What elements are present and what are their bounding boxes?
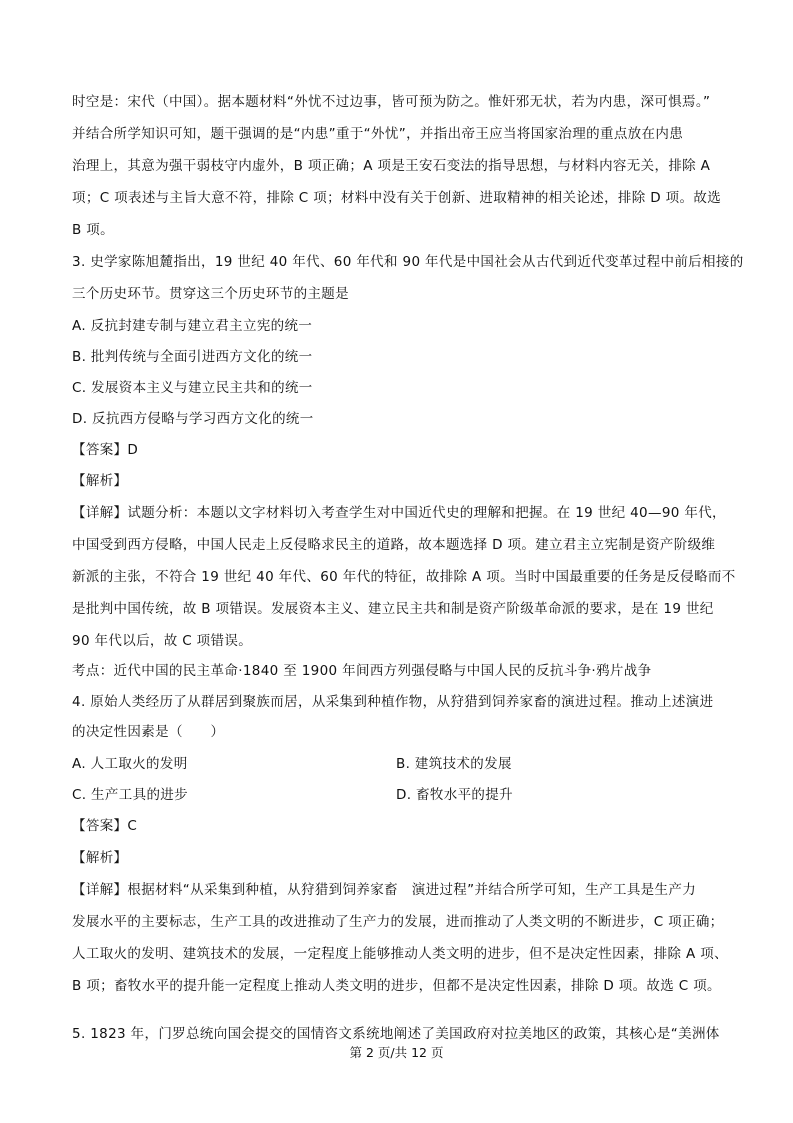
q3-detail-line: 【详解】试题分析：本题以文字材料切入考查学生对中国近代史的理解和把握。在 19 世纪 40—90 年代， [72, 505, 726, 521]
q4-detail-line: 【详解】根据材料“从采集到种植，从狩猎到饲养家畜 演进过程”并结合所学可知，生产工具是生产力 [72, 882, 697, 898]
q4-detail-line: B 项；畜牧水平的提升能一定程度上推动人类文明的进步，但都不是决定性因素，排除 D 项。故选 C 项。 [72, 978, 721, 994]
intro-line: 并结合所学知识可知，题干强调的是“内患”重于“外忧”，并指出帝王应当将国家治理的重点放在内患 [72, 126, 684, 142]
intro-line: B 项。 [72, 222, 114, 238]
q4-analysis-label: 【解析】 [72, 850, 128, 866]
q3-option-c: C. 发展资本主义与建立民主共和的统一 [72, 380, 313, 396]
q3-detail-line: 90 年代以后，故 C 项错误。 [72, 633, 253, 649]
q4-detail-line: 人工取火的发明、建筑技术的发展，一定程度上能够推动人类文明的进步，但不是决定性因素，排除 A 项、 [72, 946, 728, 962]
intro-line: 项；C 项表述与主旨大意不符，排除 C 项；材料中没有关于创新、进取精神的相关论述，排除 D 项。故选 [72, 190, 722, 206]
q3-option-d: D. 反抗西方侵略与学习西方文化的统一 [72, 411, 314, 427]
q3-option-b: B. 批判传统与全面引进西方文化的统一 [72, 349, 313, 365]
q3-detail-line: 中国受到西方侵略，中国人民走上反侵略求民主的道路，故本题选择 D 项。建立君主立宪制是资产阶级维 [72, 537, 716, 553]
q3-kaodian: 考点：近代中国的民主革命·1840 至 1900 年间西方列强侵略与中国人民的反抗斗争·鸦片战争 [72, 663, 652, 679]
q3-stem-line: 3. 史学家陈旭麓指出，19 世纪 40 年代、60 年代和 90 年代是中国社会从古代到近代变革过程中前后相接的 [72, 254, 744, 270]
intro-line: 治理上，其意为强干弱枝守内虚外，B 项正确；A 项是王安石变法的指导思想，与材料内容无关，排除 A [72, 158, 711, 174]
q4-answer: 【答案】C [72, 818, 138, 834]
q3-detail-line: 新派的主张，不符合 19 世纪 40 年代、60 年代的特征，故排除 A 项。当时中国最重要的任务是反侵略而不 [72, 569, 736, 585]
q3-analysis-label: 【解析】 [72, 473, 128, 489]
q4-detail-line: 发展水平的主要标志，生产工具的改进推动了生产力的发展，进而推动了人类文明的不断进步，C 项正确； [72, 914, 724, 930]
q4-option-a: A. 人工取火的发明 [72, 756, 188, 772]
q4-option-d: D. 畜牧水平的提升 [396, 787, 513, 803]
q4-option-b: B. 建筑技术的发展 [396, 756, 512, 772]
q4-option-c: C. 生产工具的进步 [72, 787, 189, 803]
q3-option-a: A. 反抗封建专制与建立君主立宪的统一 [72, 318, 313, 334]
q5-stem-line: 5. 1823 年，门罗总统向国会提交的国情咨文系统地阐述了美国政府对拉美地区的政策，其核心是“美洲体 [72, 1026, 720, 1042]
q4-stem-line: 4. 原始人类经历了从群居到聚族而居，从采集到种植作物，从狩猎到饲养家畜的演进过程。推动上述演进 [72, 694, 714, 710]
q3-stem-line: 三个历史环节。贯穿这三个历史环节的主题是 [72, 286, 349, 302]
q3-answer: 【答案】D [72, 442, 139, 458]
page-footer: 第 2 页/共 12 页 [349, 1045, 444, 1060]
q4-stem-line: 的决定性因素是（ ） [72, 724, 225, 740]
intro-line: 时空是：宋代（中国）。据本题材料“外忧不过边事，皆可预为防之。惟奸邪无状，若为内患，深可惧焉。” [72, 94, 711, 110]
q3-detail-line: 是批判中国传统，故 B 项错误。发展资本主义、建立民主共和制是资产阶级革命派的要求，是在 19 世纪 [72, 601, 714, 617]
